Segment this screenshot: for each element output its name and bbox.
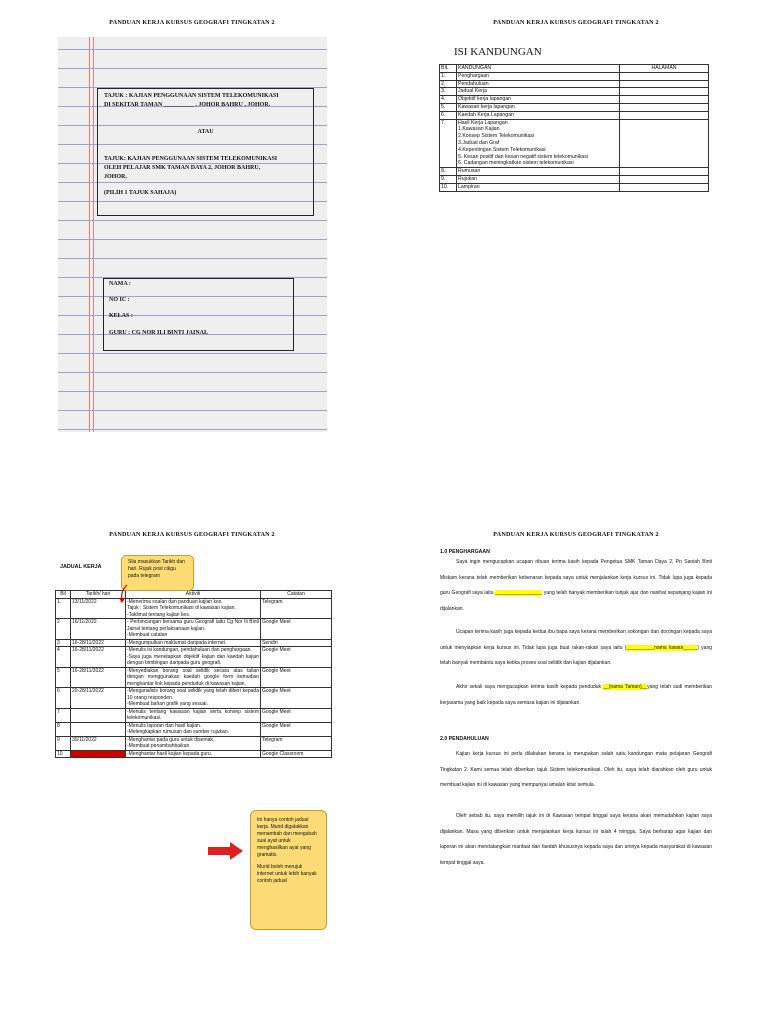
tarikh-callout: Sila masukkan Tarikh dan hari. Rujuk post cikgu pada telegram [121, 555, 194, 591]
jadual-header: Catatan [261, 591, 332, 599]
jadual-tarikh: 16-28/11/2022 [71, 647, 126, 668]
toc-bil: 6. [440, 111, 457, 119]
jadual-header: Tarikh/ hari [71, 591, 126, 599]
toc-header-row [440, 65, 709, 73]
toc-bil: 4. [440, 96, 457, 104]
toc-item: 2.Konsep Sistem Telekomunikasi [458, 133, 535, 140]
text: Ucapan terima kasih juga kepada kedua ibu bapa saya kerana memberikan sokongan dan dorongan kepada saya untuk menyiapkan kerja kursus ini. Tidak lupa juga buat rakan-rakan saya iaitu ( [440, 629, 712, 651]
toc-kandungan [457, 80, 620, 88]
jadual-aktiviti [126, 619, 261, 640]
title-line: TAJUK : KAJIAN PENGGUNAAN SISTEM TELEKOMUNIKASI [104, 93, 279, 99]
text: yang telah sudi memberikan kerjasama yang baik kepada saya semasa kajian ini dijalankan. [440, 684, 712, 706]
ruled-line [58, 49, 327, 50]
jadual-aktiviti [126, 722, 261, 736]
ruled-line [58, 391, 327, 392]
toc-bil: 3. [440, 88, 457, 96]
noic-field: NO IC : [109, 297, 130, 303]
callout-arrow-icon [118, 584, 130, 604]
jadual-row [56, 639, 332, 647]
page-penghargaan [384, 512, 768, 1024]
jadual-catatan: Google Meet [261, 688, 332, 709]
aktiviti-line: -Membuat catatan [127, 632, 168, 638]
jadual-bil: 2 [56, 619, 71, 640]
jadual-aktiviti [126, 639, 261, 647]
contoh-callout [250, 810, 327, 930]
jadual-header: Aktiviti [126, 591, 261, 599]
toc-item: Penghargaan [458, 72, 490, 79]
aktiviti-line: -Menerima soalan dan panduan kajian kes. [127, 598, 223, 605]
toc-halaman [620, 168, 709, 176]
toc-title: ISI KANDUNGAN [454, 46, 542, 58]
callout-note: Ini hanya contoh jadual kerja. Murid digalakkan menambah dan mengubah suai ayat untuk menghasilkan ayat yang gramatis. [257, 817, 317, 858]
aktiviti-line: -Taklimat tentang kajian kes. [127, 611, 191, 618]
jadual-row [56, 667, 332, 688]
toc-item: 6. Cadangan meningkatkan sistem telekomunikasi [458, 160, 574, 167]
jadual-aktiviti [126, 750, 261, 758]
section-heading: 2.0 PENDAHULUAN [440, 736, 489, 742]
text: Saya ingin mengucapkan ucapan ribuan terima kasih kepada Pengetua SMK Taman Daya 2, Pn Saniah Binti Miskam kerana telah memberikan kebenaran kepada saya untuk menjalankan kerja kursus ini. Tidak lupa juga kepada guru Geografi saya iaitu [440, 559, 712, 596]
toc-item: Lampiran [458, 183, 480, 190]
toc-item: 1.Kawasan Kajian [458, 126, 500, 133]
toc-halaman [620, 111, 709, 119]
student-info-box [103, 278, 294, 351]
toc-halaman [620, 103, 709, 111]
jadual-tarikh [71, 708, 126, 722]
jadual-title: JADUAL KERJA [60, 564, 102, 570]
jadual-tarikh: 16/11/2022 [71, 619, 126, 640]
toc-bil: 8. [440, 168, 457, 176]
toc-halaman [620, 72, 709, 80]
jadual-catatan: Google Meet [261, 619, 332, 640]
aktiviti-line: -Saya juga menetapkan objektif kajian dan kaedah kajian dengan bimbingan daripada guru geografi. [127, 653, 259, 666]
section-heading: 1.0 PENGHARGAAN [440, 549, 490, 555]
aktiviti-line: -Mengumpulkan maklumat daripada internet. [127, 639, 227, 646]
kelas-field: KELAS : [109, 313, 133, 319]
toc-halaman [620, 88, 709, 96]
jadual-bil: 4 [56, 647, 71, 668]
jadual-catatan: Google Meet [261, 708, 332, 722]
toc-bil: 7. [440, 119, 457, 168]
toc-item: 5. Kesan positif dan kesan negatif sistem telekomunikasi [458, 153, 589, 160]
jadual-tarikh: 13/11/2022 [71, 598, 126, 619]
jadual-bil: 3 [56, 639, 71, 647]
toc-row [440, 103, 709, 111]
jadual-aktiviti [126, 688, 261, 709]
toc-item: Kawasan kerja lapangan [458, 103, 515, 110]
toc-halaman [620, 96, 709, 104]
jadual-row [56, 598, 332, 619]
ruled-line [58, 372, 327, 373]
aktiviti-line: -Menulis tentang kawasan kajian serta konsep sistem telekomunikasi. [127, 708, 259, 721]
toc-header: HALAMAN [620, 65, 709, 73]
paragraph [440, 680, 712, 711]
aktiviti-line: -Menulis isi kandungan, pendahuluan dan penghargaan. [127, 647, 252, 653]
toc-bil: 2. [440, 80, 457, 88]
text: ) yang telah banyak membantu saya ketika proses soal selidik dan kajian dijalankan. [440, 644, 713, 666]
jadual-aktiviti [126, 667, 261, 688]
toc-row [440, 168, 709, 176]
toc-row [440, 96, 709, 104]
jadual-bil: 6 [56, 688, 71, 709]
paragraph [440, 555, 712, 617]
ruled-line [58, 410, 327, 411]
toc-row [440, 88, 709, 96]
guru-field: GURU : CG NOR ILI BINTI JAINAL [109, 330, 209, 336]
toc-row [440, 183, 709, 191]
toc-row [440, 72, 709, 80]
aktiviti-line: Tajuk : Sistem Telekomunikasi di kawasan kajian. [127, 605, 236, 611]
toc-halaman [620, 119, 709, 168]
page-header: PANDUAN KERJA KURSUS GEOGRAFI TINGKATAN 2 [493, 531, 659, 538]
toc-header: BIL [440, 65, 457, 73]
page-header: PANDUAN KERJA KURSUS GEOGRAFI TINGKATAN 2 [109, 19, 275, 26]
aktiviti-line: -Membuat penambahbaikan. [127, 743, 191, 749]
aktiviti-line: -Menghantar hasil kajian kepada guru. [127, 750, 213, 757]
toc-halaman [620, 80, 709, 88]
ruled-line [58, 220, 327, 221]
toc-halaman [620, 175, 709, 183]
page-jadual-kerja [0, 512, 384, 1024]
jadual-catatan: Telegram [261, 598, 332, 619]
toc-kandungan [457, 175, 620, 183]
jadual-row [56, 750, 332, 758]
toc-bil: 1. [440, 72, 457, 80]
jadual-bil: 10 [56, 750, 71, 758]
toc-kandungan [457, 111, 620, 119]
nama-field: NAMA : [109, 281, 131, 287]
paragraph: Kajian kerja kursus ini perlu dilakukan kerana ia merupakan salah satu kandungan mata pelajaran Geografi Tingkatan 2. Kami semua telah diberikan tajuk Sistem telekomunikasi. Oleh itu, saya telah diarahkan oleh guru untuk membuat kajian ini di kawasan yang mempunyai amalan kitar semula. [440, 751, 712, 788]
aktiviti-line: -Melengkapkan rumusan dan sumber rujukan. [127, 729, 229, 735]
aktiviti-line: -Menganalisis borang soal selidik yang telah diberi kepada 10 orang responden. [127, 688, 259, 701]
title-box [97, 88, 314, 216]
jadual-aktiviti [126, 708, 261, 722]
toc-kandungan [457, 88, 620, 96]
toc-item: Objektif kerja lapangan [458, 96, 512, 103]
aktiviti-line: -Menulis laporan dan hasil kajian. [127, 722, 202, 729]
paragraph [440, 625, 712, 672]
paragraph: Oleh sebab itu, saya memilih tajuk ini di Kawasan tempat tinggal saya kerana akan memudahkan kajian saya dijalankan. Masa yang diberikan untuk menjalankan kerja kursus ini ialah 4 minggu. Saya berharap agar kajian dan laporan ini akan mendatangkan manfaat dan faedah khususnya kepada saya dan amnya kepada masyarakat di kawasan tempat tinggal saya. [440, 813, 712, 866]
toc-item: Kaedah Kerja Lapangan [458, 111, 514, 118]
jadual-aktiviti [126, 598, 261, 619]
toc-row [440, 175, 709, 183]
title-line: DI SEKITAR TAMAN __________ , JOHOR BAHRU , JOHOR. [104, 102, 271, 108]
ruled-line [58, 239, 327, 240]
highlight-blank: __________nama kawan_____ [626, 644, 698, 651]
jadual-catatan: Google Meet [261, 647, 332, 668]
toc-table [439, 64, 709, 192]
toc-item: Pendahuluan [458, 80, 489, 87]
jadual-tarikh: 16-28/11/2022 [71, 639, 126, 647]
right-arrow-icon [208, 842, 244, 860]
ruled-line [58, 258, 327, 259]
jadual-row [56, 619, 332, 640]
toc-item: Hasil Kerja Lapangan [458, 119, 508, 126]
toc-kandungan [457, 183, 620, 191]
aktiviti-line: -Membuat bahan grafik yang sesuai. [127, 701, 208, 707]
jadual-table [55, 590, 332, 758]
toc-kandungan [457, 72, 620, 80]
callout-note: Murid boleh merujuk internet untuk lebih banyak contoh jadual [257, 864, 317, 884]
jadual-bil: 1. [56, 598, 71, 619]
jadual-row [56, 722, 332, 736]
toc-item: Rujukan [458, 175, 478, 182]
jadual-bil: 7 [56, 708, 71, 722]
jadual-aktiviti [126, 647, 261, 668]
alt-title-line: OLEH PELAJAR SMK TAMAN DAYA 2, JOHOR BAHRU, [104, 165, 261, 171]
alt-title-line: JOHOR. [104, 174, 127, 180]
jadual-header-row [56, 591, 332, 599]
page-header: PANDUAN KERJA KURSUS GEOGRAFI TINGKATAN 2 [109, 531, 275, 538]
toc-item: 4.Kepentingan Sistem Telekomunikasi [458, 146, 546, 153]
pilih-note: (PILIH 1 TAJUK SAHAJA) [104, 190, 177, 196]
toc-row [440, 119, 709, 168]
toc-bil: 5. [440, 103, 457, 111]
toc-header: KANDUNGAN [457, 65, 620, 73]
jadual-tarikh [71, 722, 126, 736]
toc-item: 3.Jadual dan Graf [458, 139, 500, 146]
alt-title-line: TAJUK: KAJIAN PENGGUNAAN SISTEM TELEKOMUNIKASI [104, 156, 278, 162]
jadual-row [56, 708, 332, 722]
highlight-blank: __(nama Taman)__ [603, 684, 648, 690]
jadual-bil: 5 [56, 667, 71, 688]
ruled-line [58, 429, 327, 430]
toc-kandungan [457, 168, 620, 176]
jadual-row [56, 647, 332, 668]
aktiviti-line: -Menyediakan borang soal selidik secara atas talian dengan menggunakan kaedah google form kemudian menghantar link kepada penduduk di kawasan kajian. [127, 667, 259, 687]
jadual-catatan: Telegram [261, 736, 332, 750]
aktiviti-line: -Menghantar pada guru untuk disemak. [127, 736, 215, 743]
toc-halaman [620, 183, 709, 191]
ruled-line [58, 68, 327, 69]
toc-kandungan [457, 103, 620, 111]
jadual-tarikh: 30/11/2022 [71, 736, 126, 750]
page-isi-kandungan [384, 0, 768, 512]
ruled-line [58, 353, 327, 354]
jadual-row [56, 736, 332, 750]
jadual-tarikh [71, 750, 126, 758]
toc-kandungan [457, 96, 620, 104]
page-cover [0, 0, 384, 512]
jadual-header: Bil [56, 591, 71, 599]
jadual-row [56, 688, 332, 709]
toc-row [440, 80, 709, 88]
toc-row [440, 111, 709, 119]
jadual-tarikh: 16-28/11/2022 [71, 667, 126, 688]
jadual-catatan: Sendiri [261, 639, 332, 647]
jadual-tarikh: 20-28/11/2022 [71, 688, 126, 709]
jadual-aktiviti [126, 736, 261, 750]
toc-bil: 10. [440, 183, 457, 191]
toc-kandungan [457, 119, 620, 168]
toc-bil: 9. [440, 175, 457, 183]
highlight-blank: _________________ [495, 590, 543, 596]
jadual-catatan: Google Classroom [261, 750, 332, 758]
toc-item: Jadual Kerja [458, 88, 487, 95]
aktiviti-line: - Perbincangan bersama guru Geografi iaitu Cg Nor Ili Binti Jainal tentang perlaksanaan kajian. [127, 619, 259, 632]
jadual-bil: 9 [56, 736, 71, 750]
atau-label: ATAU [197, 129, 214, 135]
text: yang telah banyak memberikan tunjuk ajar dan nasihat sepanjang kajian ini dijalankan. [440, 590, 712, 612]
text: Akhir sekali saya mengucapkan terima kasih kepada penduduk [456, 684, 604, 690]
jadual-bil: 8 [56, 722, 71, 736]
page-header: PANDUAN KERJA KURSUS GEOGRAFI TINGKATAN 2 [493, 19, 659, 26]
jadual-catatan: Google Meet [261, 722, 332, 736]
toc-item: Rumusan [458, 168, 481, 175]
jadual-catatan: Google Meet [261, 667, 332, 688]
